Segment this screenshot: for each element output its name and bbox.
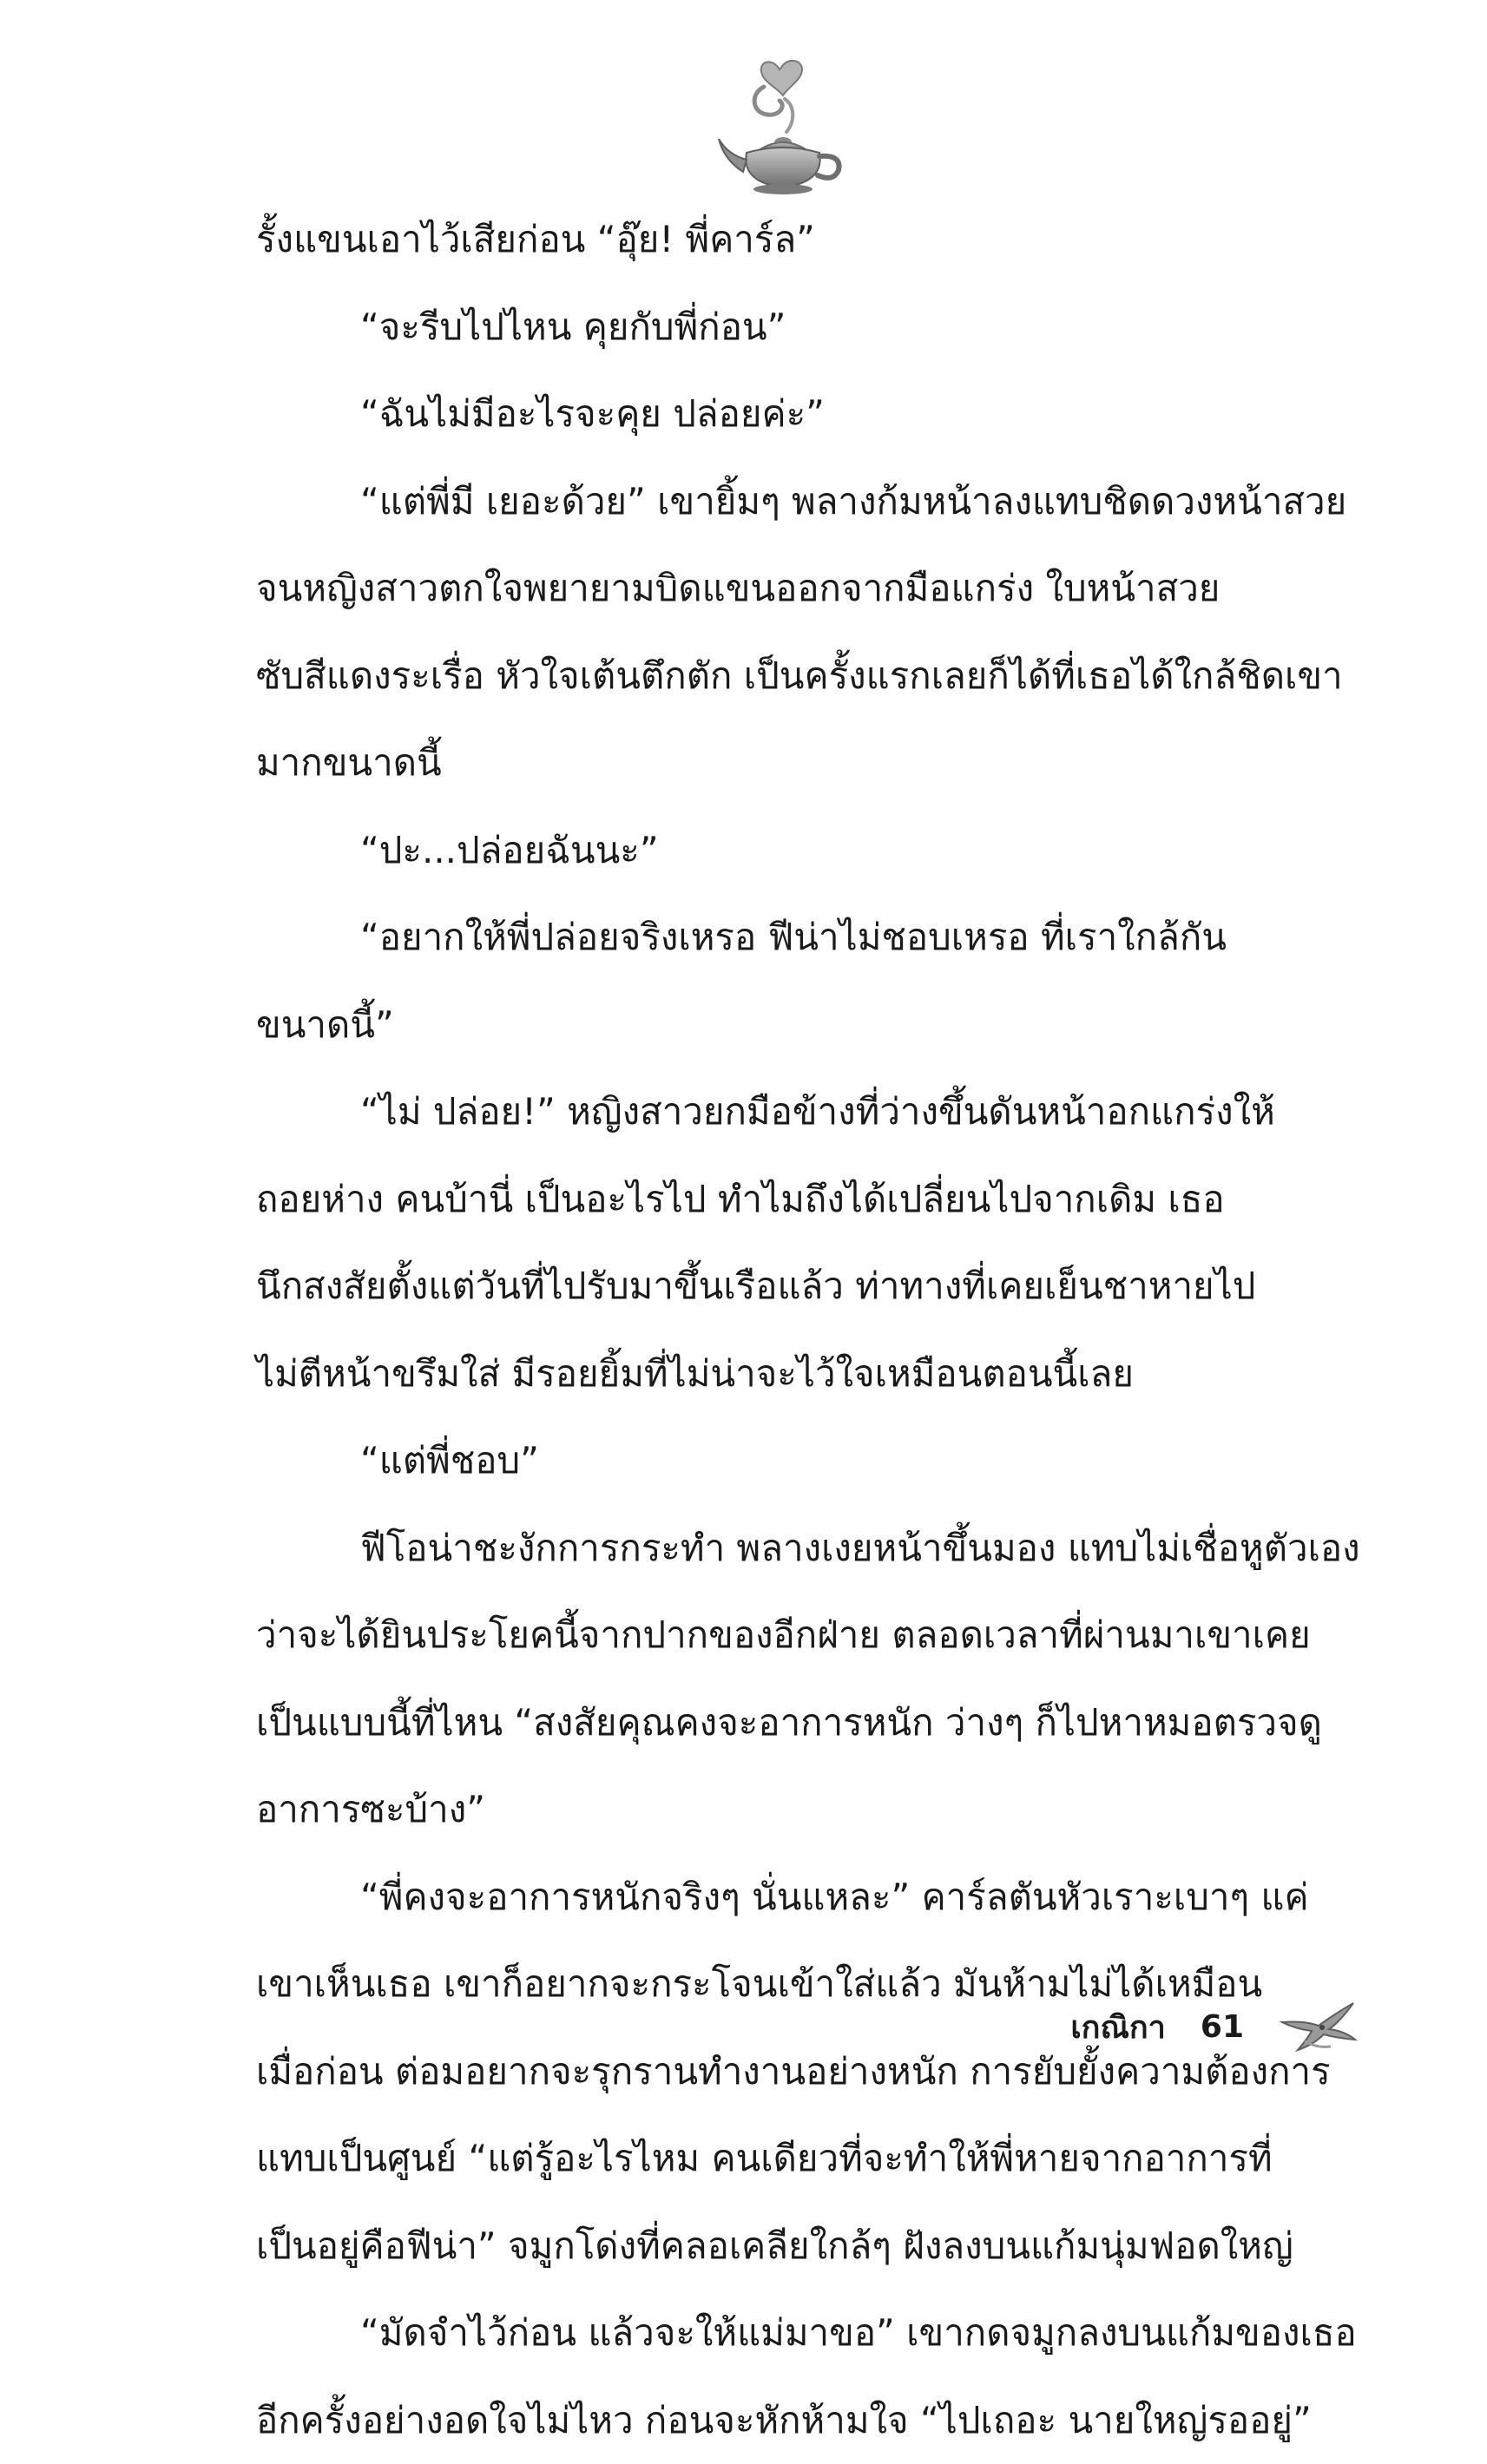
text-line: ถอยห่าง คนบ้านี่ เป็นอะไรไป ทำไมถึงได้เปลี่ยนไปจากเดิม เธอ (256, 1156, 1315, 1244)
text-line: มากขนาดนี้ (256, 719, 1315, 807)
text-line: ฟีโอน่าชะงักการกระทำ พลางเงยหน้าขึ้นมอง แทบไม่เชื่อหูตัวเอง (256, 1505, 1315, 1593)
text-line: เมื่อก่อน ต่อมอยากจะรุกรานทำงานอย่างหนัก การยับยั้งความต้องการ (256, 2028, 1315, 2116)
text-line: เขาเห็นเธอ เขาก็อยากจะกระโจนเข้าใส่แล้ว มันห้ามไม่ได้เหมือน (256, 1941, 1315, 2028)
text-line: “มัดจำไว้ก่อน แล้วจะให้แม่มาขอ” เขากดจมูกลงบนแก้มของเธอ (256, 2290, 1315, 2377)
book-title: เกณิกา (1070, 2002, 1166, 2052)
body-text (256, 196, 1315, 2464)
text-line: รั้งแขนเอาไว้เสียก่อน “อุ๊ย! พี่คาร์ล” (256, 196, 1315, 284)
text-line: ไม่ตีหน้าขรึมใส่ มีรอยยิ้มที่ไม่น่าจะไว้ใจเหมือนตอนนี้เลย (256, 1331, 1315, 1418)
text-line: “ปะ...ปล่อยฉันนะ” (256, 807, 1315, 895)
text-line: ซับสีแดงระเรื่อ หัวใจเต้นตึกตัก เป็นครั้งแรกเลยก็ได้ที่เธอได้ใกล้ชิดเขา (256, 633, 1315, 720)
text-line: นึกสงสัยตั้งแต่วันที่ไปรับมาขึ้นเรือแล้ว ท่าทางที่เคยเย็นชาหายไป (256, 1243, 1315, 1331)
text-line: อีกครั้งอย่างอดใจไม่ไหว ก่อนจะหักห้ามใจ “ไปเถอะ นายใหญ่รออยู่” (256, 2377, 1315, 2464)
text-line: เป็นอยู่คือฟีน่า” จมูกโด่งที่คลอเคลียใกล้ๆ ฝังลงบนแก้มนุ่มฟอดใหญ่ (256, 2203, 1315, 2290)
text-line: “แต่พี่ชอบ” (256, 1417, 1315, 1505)
text-line: ว่าจะได้ยินประโยคนี้จากปากของอีกฝ่าย ตลอดเวลาที่ผ่านมาเขาเคย (256, 1592, 1315, 1679)
text-line: อาการซะบ้าง” (256, 1766, 1315, 1854)
page-number: 61 (1201, 2009, 1244, 2045)
text-line: จนหญิงสาวตกใจพยายามบิดแขนออกจากมือแกร่ง ใบหน้าสวย (256, 545, 1315, 633)
page-footer (1070, 1992, 1357, 2061)
text-line: “ไม่ ปล่อย!” หญิงสาวยกมือข้างที่ว่างขึ้นดันหน้าอกแกร่งให้ (256, 1068, 1315, 1156)
text-line: “อยากให้พี่ปล่อยจริงเหรอ ฟีน่าไม่ชอบเหรอ ที่เราใกล้กัน (256, 894, 1315, 982)
text-line: “พี่คงจะอาการหนักจริงๆ นั่นแหละ” คาร์ลตันหัวเราะเบาๆ แค่ (256, 1854, 1315, 1942)
text-line: “จะรีบไปไหน คุยกับพี่ก่อน” (256, 284, 1315, 371)
text-line: “แต่พี่มี เยอะด้วย” เขายิ้มๆ พลางก้มหน้าลงแทบชิดดวงหน้าสวย (256, 458, 1315, 546)
text-line: “ฉันไม่มีอะไรจะคุย ปล่อยค่ะ” (256, 371, 1315, 458)
text-line: เป็นแบบนี้ที่ไหน “สงสัยคุณคงจะอาการหนัก ว่างๆ ก็ไปหาหมอตรวจดู (256, 1679, 1315, 1767)
text-line: แทบเป็นศูนย์ “แต่รู้อะไรไหม คนเดียวที่จะทำให้พี่หายจากอาการที่ (256, 2115, 1315, 2203)
swallow-bird-icon (1279, 1996, 1357, 2057)
text-line: ขนาดนี้” (256, 982, 1315, 1069)
teapot-lamp-ornament-icon (712, 52, 851, 200)
